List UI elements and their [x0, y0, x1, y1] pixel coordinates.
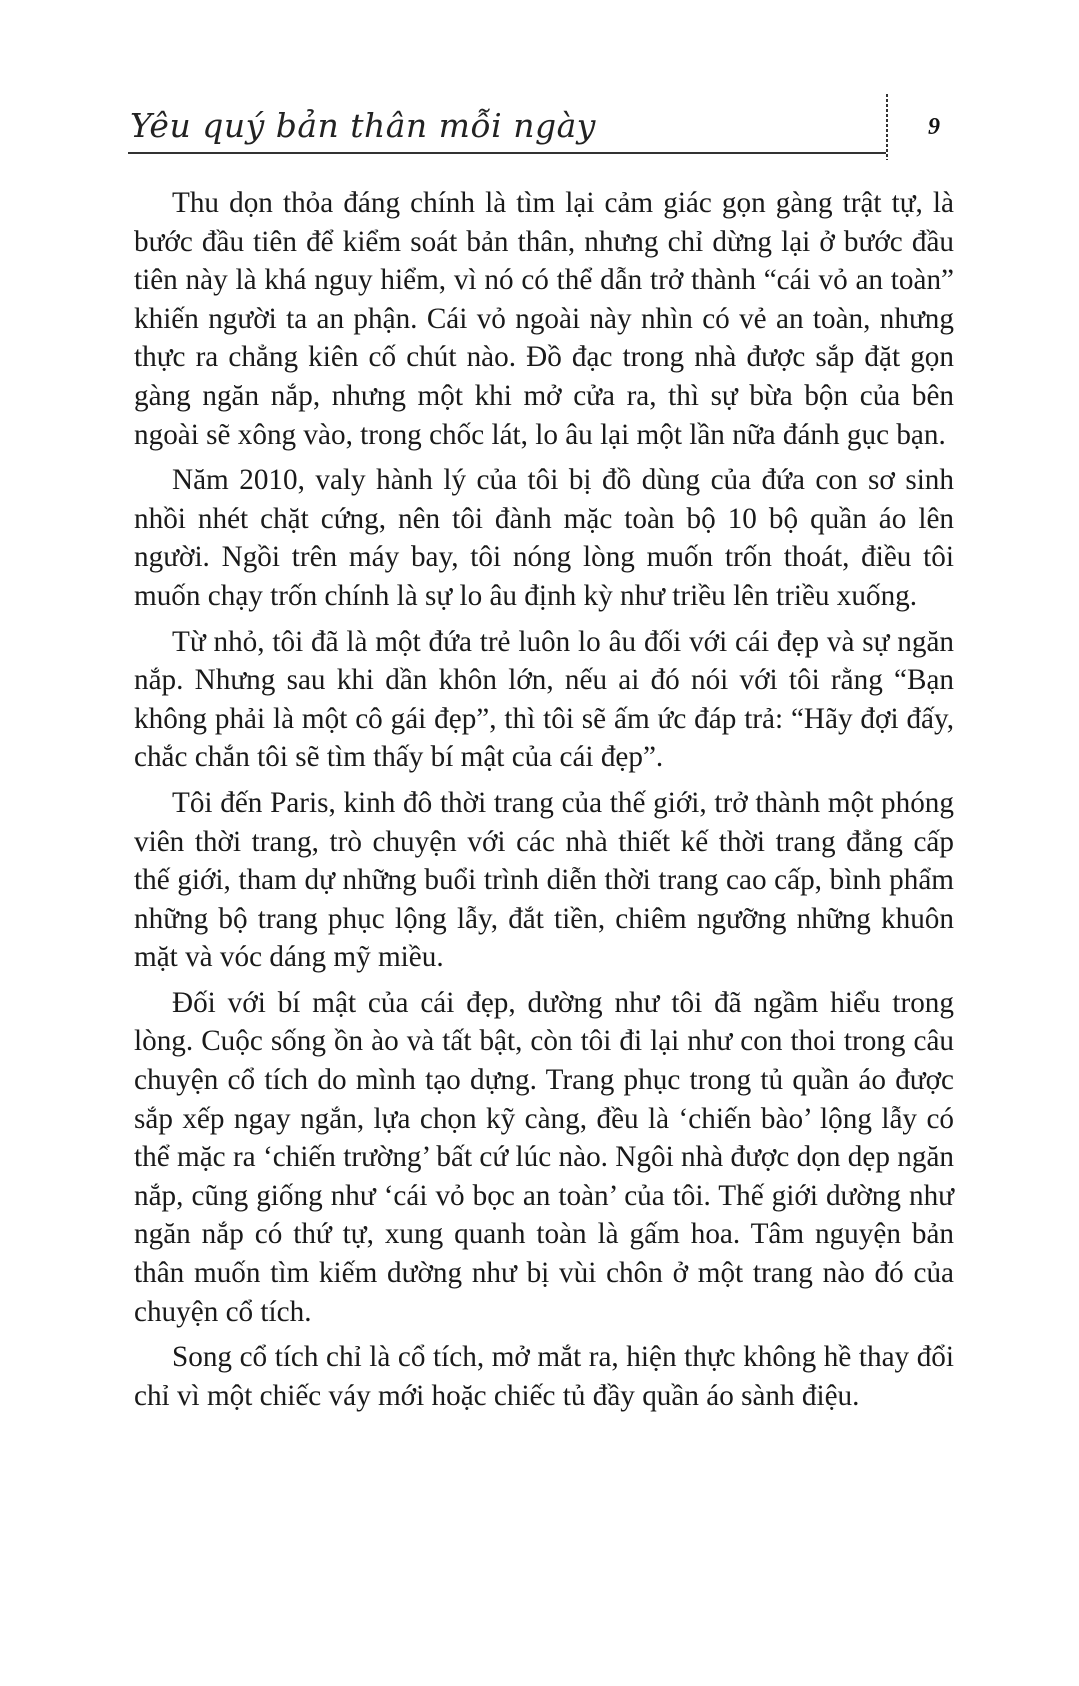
ornament-divider	[884, 94, 890, 160]
page-number: 9	[928, 114, 940, 140]
running-title: Yêu quý bản thân mỗi ngày	[130, 106, 596, 145]
paragraph: Thu dọn thỏa đáng chính là tìm lại cảm giác gọn gàng trật tự, là bước đầu tiên để kiểm soát bản thân, nhưng chỉ dừng lại ở bước đầu tiên này là khá nguy hiểm, vì nó có thể dẫn trở thành “cái vỏ an toàn” khiến người ta an phận. Cái vỏ ngoài này nhìn có vẻ an toàn, nhưng thực ra chẳng kiên cố chút nào. Đồ đạc trong nhà được sắp đặt gọn gàng ngăn nắp, nhưng một khi mở cửa ra, thì sự bừa bộn của bên ngoài sẽ xông vào, trong chốc lát, lo âu lại một lần nữa đánh gục bạn.	[134, 187, 954, 451]
ornament-line	[886, 94, 888, 160]
paragraph: Song cổ tích chỉ là cổ tích, mở mắt ra, hiện thực không hề thay đổi chỉ vì một chiếc váy mới hoặc chiếc tủ đầy quần áo sành điệu.	[134, 1341, 954, 1412]
paragraph: Năm 2010, valy hành lý của tôi bị đồ dùng của đứa con sơ sinh nhồi nhét chặt cứng, nên tôi đành mặc toàn bộ 10 bộ quần áo lên người. Ngồi trên máy bay, tôi nóng lòng muốn trốn thoát, điều tôi muốn chạy trốn chính là sự lo âu định kỳ như triều lên triều xuống.	[134, 464, 954, 612]
paragraph: Tôi đến Paris, kinh đô thời trang của thế giới, trở thành một phóng viên thời trang, trò chuyện với các nhà thiết kế thời trang đẳng cấp thế giới, tham dự những buổi trình diễn thời trang cao cấp, bình phẩm những bộ trang phục lộng lẫy, đắt tiền, chiêm ngưỡng những khuôn mặt và vóc dáng mỹ miều.	[134, 786, 954, 974]
page-header	[128, 88, 958, 158]
body-text	[134, 184, 954, 1422]
header-rule	[128, 152, 886, 154]
paragraph: Đối với bí mật của cái đẹp, dường như tôi đã ngầm hiểu trong lòng. Cuộc sống ồn ào và tất bật, còn tôi đi lại như con thoi trong câu chuyện cổ tích do mình tạo dựng. Trang phục trong tủ quần áo được sắp xếp ngay ngắn, lựa chọn kỹ càng, đều là ‘chiến bào’ lộng lẫy có thể mặc ra ‘chiến trường’ bất cứ lúc nào. Ngôi nhà được dọn dẹp ngăn nắp, cũng giống như ‘cái vỏ bọc an toàn’ của tôi. Thế giới dường như ngăn nắp có thứ tự, xung quanh toàn là gấm hoa. Tâm nguyện bản thân muốn tìm kiếm dường như bị vùi chôn ở một trang nào đó của chuyện cổ tích.	[134, 986, 954, 1328]
paragraph: Từ nhỏ, tôi đã là một đứa trẻ luôn lo âu đối với cái đẹp và sự ngăn nắp. Nhưng sau khi dần khôn lớn, nếu ai đó nói với tôi rằng “Bạn không phải là một cô gái đẹp”, thì tôi sẽ ấm ức đáp trả: “Hãy đợi đấy, chắc chắn tôi sẽ tìm thấy bí mật của cái đẹp”.	[134, 625, 954, 774]
